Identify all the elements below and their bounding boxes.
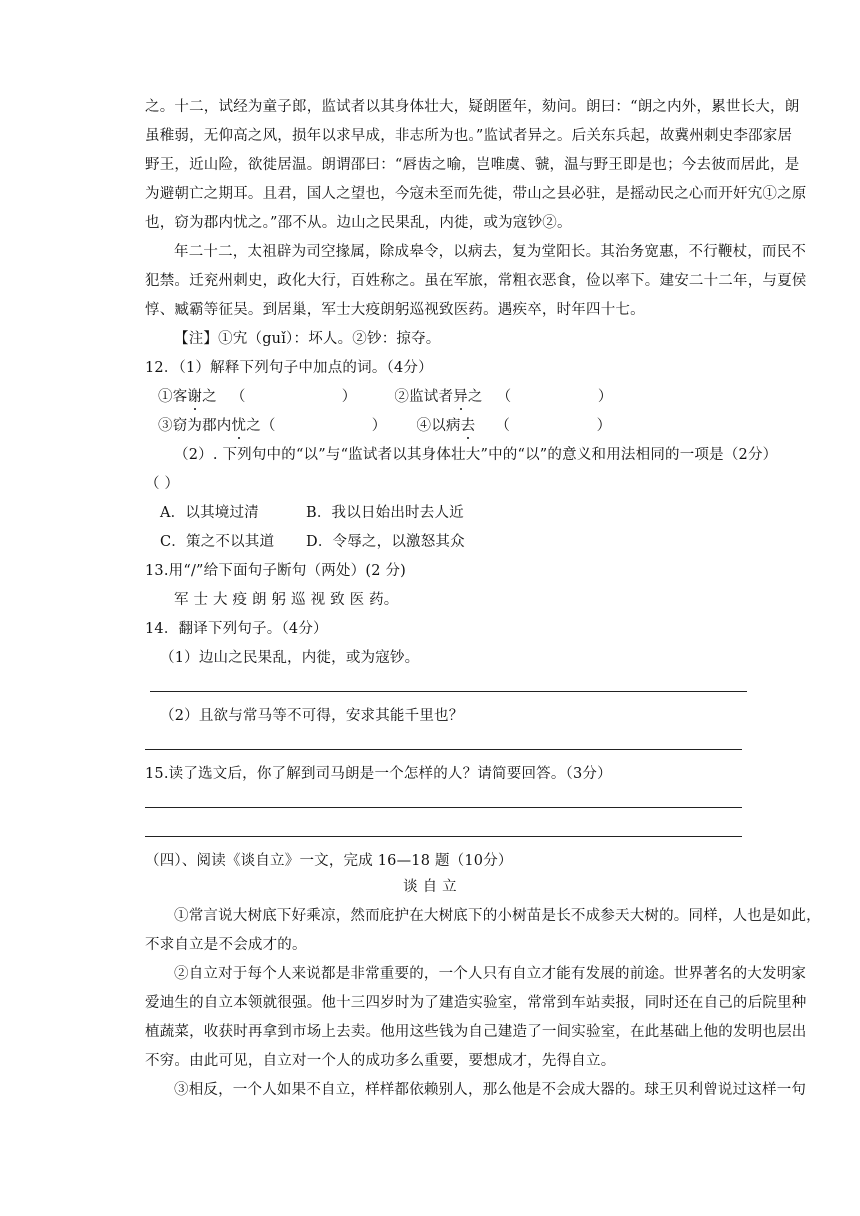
passage-line: 为避朝亡之期耳。且君，国人之望也，今寇未至而先徙，带山之县必驻，是摇动民之心而开奸宄①之原	[145, 186, 807, 202]
answer-line[interactable]	[145, 749, 742, 750]
article-title: 谈 自 立	[403, 879, 457, 895]
answer-line[interactable]	[145, 807, 742, 808]
passage-note: 【注】①宄（guǐ）：坏人。②钞：掠夺。	[174, 331, 441, 347]
answer-blank[interactable]: （ ）	[495, 418, 612, 434]
section-4-heading: （四）、阅读《谈自立》一文，完成 16—18 题（10分）	[145, 853, 513, 869]
question-12-stem: 12．（1）解释下列句子中加点的词。（4分）	[145, 360, 433, 376]
question-14-sentence-1: （1）边山之民果乱，内徙，或为寇钞。	[160, 650, 420, 666]
q12-item-row	[158, 416, 838, 436]
option-d[interactable]: D．令辱之，以激怒其众	[306, 534, 465, 550]
question-12-part2: （2）. 下列句中的“以”与“监试者以其身体壮大”中的“以”的意义和用法相同的一项是（2分）	[174, 447, 778, 463]
question-13-sentence[interactable]: 军 士 大 疫 朗 躬 巡 视 致 医 药。	[174, 592, 399, 608]
passage-line: 野王，近山险，欲徙居温。朗谓邵曰：“唇齿之喻，岂唯虞、虢，温与野王即是也；今去彼而居此，是	[145, 157, 800, 173]
q12-item-4: ④以病去	[416, 418, 476, 434]
article-line: 不求自立是不会成才的。	[145, 937, 307, 953]
passage-line: 虽稚弱，无仰高之风，损年以求早成，非志所为也。”监试者异之。后关东兵起，故冀州刺史李邵家居	[145, 128, 793, 144]
q12-item-2: ②监试者异之	[394, 389, 483, 405]
article-line: 植蔬菜，收获时再拿到市场上去卖。他用这些钱为自己建造了一间实验室，在此基础上他的发明也层出	[145, 1024, 807, 1040]
passage-line: 年二十二，太祖辟为司空掾属，除成皋令，以病去，复为堂阳长。其治务宽惠，不行鞭杖，而民不	[174, 244, 807, 260]
option-a[interactable]: A．以其境过清	[160, 505, 259, 521]
article-line: ③相反，一个人如果不自立，样样都依赖别人，那么他是不会成大器的。球王贝利曾说过这样一句	[174, 1082, 807, 1098]
passage-line: 惇、臧霸等征吴。到居巢，军士大疫朗躬巡视致医药。遇疾卒，时年四十七。	[145, 302, 645, 318]
answer-blank[interactable]: （ ）	[230, 389, 357, 405]
option-b[interactable]: B．我以日始出时去人近	[306, 505, 464, 521]
article-line: 不穷。由此可见，自立对一个人的成功多么重要，要想成才，先得自立。	[145, 1053, 616, 1069]
answer-blank[interactable]: （ ）	[260, 418, 387, 434]
passage-line: 犯禁。迁兖州刺史，政化大行，百姓称之。虽在军旅，常粗衣恶食，俭以率下。建安二十二年，与夏侯	[145, 273, 807, 289]
q12-options-row	[160, 532, 840, 552]
q12-item-row	[158, 387, 838, 407]
answer-line[interactable]	[145, 836, 742, 837]
option-c[interactable]: C．策之不以其道	[160, 534, 275, 550]
article-line: 爱迪生的自立本领就很强。他十三四岁时为了建造实验室，常常到车站卖报，同时还在自己的后院里种	[145, 995, 807, 1011]
q12-item-1: ①客谢之	[158, 389, 217, 405]
question-14-sentence-2: （2）且欲与常马等不可得，安求其能千里也？	[160, 708, 464, 724]
question-14-stem: 14．翻译下列句子。（4分）	[145, 621, 328, 637]
article-line: ①常言说大树底下好乘凉，然而庇护在大树底下的小树苗是长不成参天大树的。同样，人也是如此，	[174, 908, 821, 924]
answer-blank[interactable]: （ ）	[145, 476, 180, 492]
q12-item-3: ③窃为郡内忧之	[158, 418, 261, 434]
question-15-stem: 15.读了选文后，你了解到司马朗是一个怎样的人？请简要回答。（3分）	[145, 766, 612, 782]
passage-line: 也，窃为郡内忧之。”邵不从。边山之民果乱，内徙，或为寇钞②。	[145, 215, 572, 231]
passage-line: 之。十二，试经为童子郎，监试者以其身体壮大，疑朗匿年，劾问。朗曰：“朗之内外，累世长大，朗	[145, 99, 800, 115]
answer-blank[interactable]: （ ）	[496, 389, 613, 405]
question-13-stem: 13.用“/”给下面句子断句（两处）(2 分)	[145, 563, 407, 579]
q12-options-row	[160, 503, 840, 523]
article-line: ②自立对于每个人来说都是非常重要的，一个人只有自立才能有发展的前途。世界著名的大发明家	[174, 966, 807, 982]
answer-line[interactable]	[150, 691, 747, 692]
